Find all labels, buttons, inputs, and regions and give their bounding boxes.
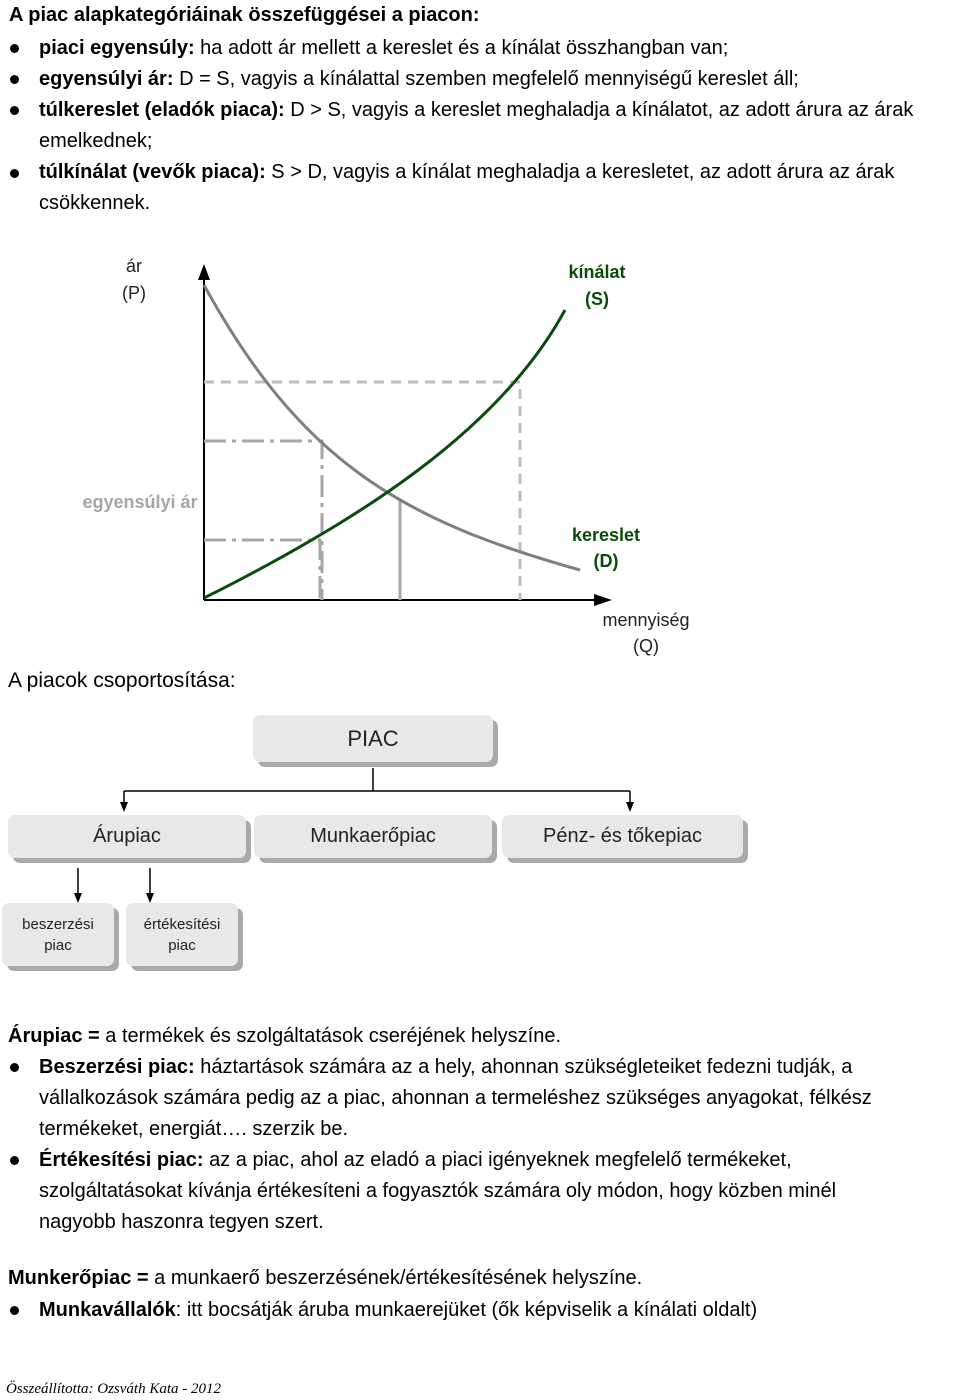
term: Értékesítési piac: — [39, 1149, 204, 1171]
box-label: Pénz- és tőkepiac — [543, 825, 702, 847]
arupiac-box — [8, 815, 246, 858]
term: Munkerőpiac = — [8, 1267, 149, 1289]
definition: ha adott ár mellett a kereslet és a kínálat összhangban van; — [194, 37, 729, 59]
term: piaci egyensúly: — [39, 37, 195, 59]
definition: az a piac, ahol az eladó a piaci igényeknek megfelelő termékeket, szolgáltatásokat kívánja értékesíteni a fogyasztók számára oly módon, hogy közben minél nagyobb haszonra tegyen szert. — [39, 1149, 837, 1233]
penz-es-tokepiac-box — [502, 815, 743, 858]
box-label: beszerzési — [22, 915, 94, 933]
bullet-icon — [10, 1306, 19, 1315]
demand-label-symbol: (D) — [593, 551, 619, 571]
term: Munkavállalók — [39, 1299, 176, 1321]
definition: a termékek és szolgáltatások cseréjének helyszíne. — [99, 1025, 562, 1047]
section-heading: A piac alapkategóriáinak összefüggései a piacon: — [9, 4, 480, 26]
arrow-down-icon — [626, 802, 634, 812]
munkaeropiac-box — [254, 815, 492, 858]
supply-label: kínálat — [568, 262, 626, 282]
term: Árupiac = — [8, 1025, 100, 1047]
box-label: Munkaerőpiac — [310, 825, 436, 847]
footer-credit: Összeállította: Ozsváth Kata - 2012 — [6, 1381, 222, 1397]
section-heading: A piacok csoportosítása: — [8, 669, 236, 692]
term: Beszerzési piac: — [39, 1056, 195, 1078]
beszerzesi-piac-box — [2, 903, 114, 966]
y-axis-arrow-icon — [198, 264, 210, 280]
bullet-icon — [10, 1156, 19, 1165]
definition: a munkaerő beszerzésének/értékesítésének helyszíne. — [148, 1267, 643, 1289]
supply-curve — [204, 310, 565, 598]
equilibrium-price-label: egyensúlyi ár — [82, 492, 198, 512]
list-item — [39, 1052, 949, 1145]
box-label: piac — [168, 936, 196, 954]
definition: D = S, vagyis a kínálattal szemben megfelelő mennyiségű kereslet áll; — [173, 68, 799, 90]
list-item — [39, 1145, 909, 1238]
supply-label-symbol: (S) — [585, 289, 609, 309]
upper-price-guide — [204, 382, 520, 600]
definition-line — [8, 1263, 948, 1294]
term: túlkínálat (vevők piaca): — [39, 161, 266, 183]
box-label: piac — [44, 936, 72, 954]
definition: D > S, vagyis a kereslet meghaladja a kínálatot, az adott árura az árak emelkednek; — [39, 99, 914, 152]
arrow-down-icon — [146, 893, 154, 903]
list-item — [39, 1295, 949, 1326]
ertekesitesi-piac-box — [126, 903, 238, 966]
term: egyensúlyi ár: — [39, 68, 174, 90]
bullet-icon — [10, 1063, 19, 1072]
surplus-price-guide — [204, 441, 322, 600]
arrow-down-icon — [74, 893, 82, 903]
x-axis-arrow-icon — [594, 594, 612, 606]
definition: : itt bocsátják áruba munkaerejüket (ők képviselik a kínálati oldalt) — [175, 1299, 758, 1321]
demand-label: kereslet — [571, 525, 641, 545]
demand-curve — [204, 285, 580, 570]
box-label: Árupiac — [93, 825, 161, 847]
shortage-price-guide — [204, 540, 320, 600]
x-axis-label: mennyiség — [602, 610, 690, 630]
definition-line — [8, 1021, 948, 1052]
term: túlkereslet (eladók piaca): — [39, 99, 285, 121]
y-axis-label-unit: (P) — [122, 283, 146, 303]
box-label: PIAC — [347, 725, 399, 751]
x-axis-label-unit: (Q) — [633, 636, 659, 656]
definition: S > D, vagyis a kínálat meghaladja a keresletet, az adott árura az árak csökkennek. — [39, 161, 895, 214]
piac-box — [253, 715, 493, 762]
arrow-down-icon — [120, 802, 128, 812]
box-label: értékesítési — [143, 915, 221, 933]
y-axis-label: ár — [125, 256, 143, 276]
definition: háztartások számára az a hely, ahonnan szükségleteiket fedezni tudják, a vállalkozások számára pedig az a piac, ahonnan a termeléshez szükséges anyagokat, félkész termékeket, energiát…. szerzik be. — [39, 1056, 872, 1140]
supply-demand-chart — [0, 0, 960, 680]
